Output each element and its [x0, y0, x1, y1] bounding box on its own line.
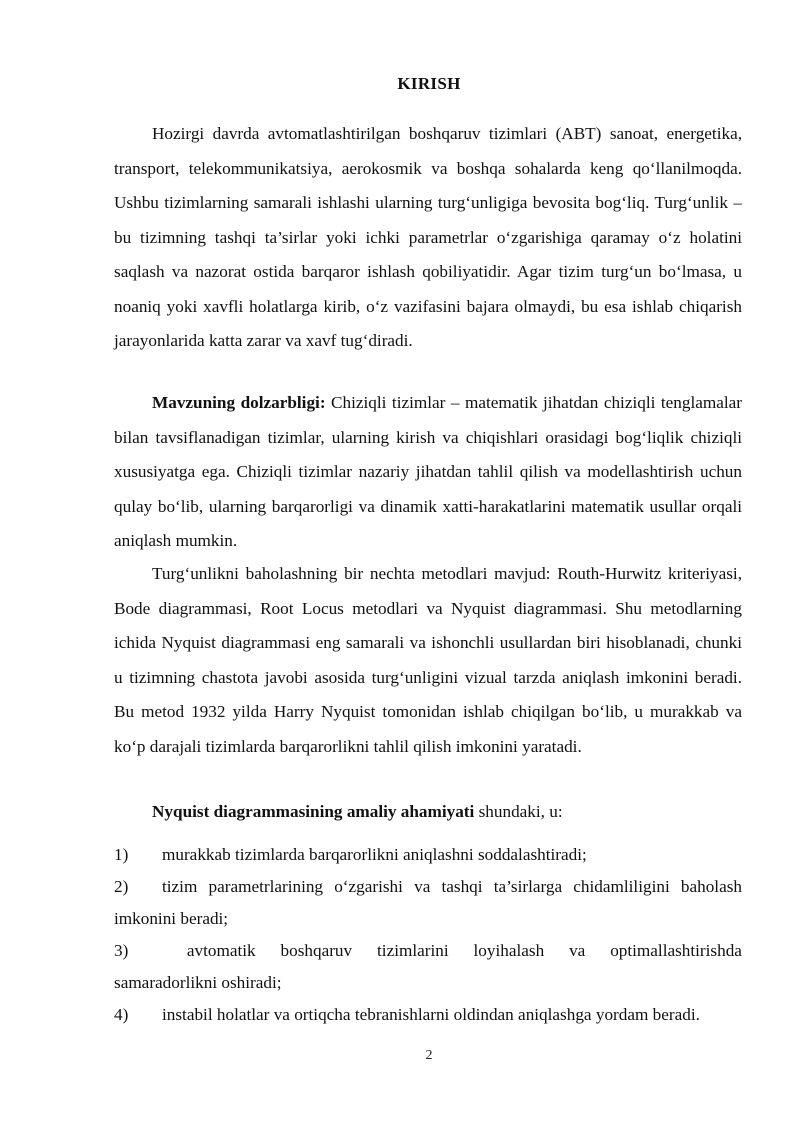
list-first-line [114, 935, 742, 967]
relevance-paragraph [114, 386, 742, 559]
list-word: avtomatik [186, 941, 256, 960]
list-word: loyihalash [473, 941, 545, 960]
list-item [114, 871, 742, 935]
significance-heading: Nyquist diagrammasining amaliy ahamiyati [152, 802, 475, 821]
list-continuation: samaradorlikni oshiradi; [114, 973, 282, 992]
list-text: tizim parametrlarining o‘zgarishi va tashqi ta’sirlarga chidamliligini baholash imkonini beradi; [114, 877, 742, 928]
list-item [114, 999, 742, 1031]
relevance-text: Chiziqli tizimlar – matematik jihatdan chiziqli tenglamalar bilan tavsiflanadigan tizimlar, ularning kirish va chiqishlari orasidagi bog‘liqlik chiziqli xususiyatga ega. Chiziqli tizimlar nazariy jihatdan tahlil qilish va modellashtirish uchun qulay bo‘lib, ularning barqarorligi va dinamik xatti-harakatlarini matematik usullar orqali aniqlash mumkin. [114, 393, 742, 550]
page-title: KIRISH [397, 74, 461, 93]
list-text: murakkab tizimlarda barqarorlikni aniqlashni soddalashtiradi; [162, 845, 587, 864]
relevance-heading: Mavzuning dolzarbligi: [152, 393, 326, 412]
list-item [114, 935, 742, 999]
list-number: 1) [114, 845, 129, 864]
list-item [114, 839, 742, 871]
page-number: 2 [425, 1048, 433, 1063]
methods-paragraph: Turg‘unlikni baholashning bir nechta metodlari mavjud: Routh-Hurwitz kriteriyasi, Bode diagrammasi, Root Locus metodlari va Nyquist diagrammasi. Shu metodlarning ichida Nyquist diagrammasi eng samarali va ishonchli usullardan biri hisoblanadi, chunki u tizimning chastota javobi asosida turg‘unligini vizual tarzda aniqlash imkonini beradi. Bu metod 1932 yilda Harry Nyquist tomonidan ishlab chiqilgan bo‘lib, u murakkab va ko‘p darajali tizimlarda barqarorlikni tahlil qilish imkonini yaratadi. [114, 564, 742, 756]
list-word: va [569, 941, 586, 960]
list-word: optimallashtirishda [610, 941, 742, 960]
significance-text: shundaki, u: [474, 802, 563, 821]
list-number: 2) [114, 877, 129, 896]
list-word: boshqaruv [280, 941, 353, 960]
intro-paragraph: Hozirgi davrda avtomatlashtirilgan boshqaruv tizimlari (ABT) sanoat, energetika, transport, telekommunikatsiya, aerokosmik va boshqa sohalarda keng qo‘llanilmoqda. Ushbu tizimlarning samarali ishlashi ularning turg‘unligiga bevosita bog‘liq. Turg‘unlik – bu tizimning tashqi ta’sirlar yoki ichki parametrlar o‘zgarishiga qaramay o‘z holatini saqlash va nazorat ostida barqaror ishlash qobiliyatidir. Agar tizim turg‘un bo‘lmasa, u noaniq yoki xavfli holatlarga kirib, o‘z vazifasini bajara olmaydi, bu esa ishlab chiqarish jarayonlarida katta zarar va xavf tug‘diradi. [114, 124, 742, 350]
list-number: 4) [114, 1005, 129, 1024]
list-word: tizimlarini [377, 941, 449, 960]
list-text: instabil holatlar va ortiqcha tebranishlarni oldindan aniqlashga yordam beradi. [162, 1005, 700, 1024]
significance-paragraph [114, 795, 742, 830]
list-number: 3) [114, 941, 129, 960]
